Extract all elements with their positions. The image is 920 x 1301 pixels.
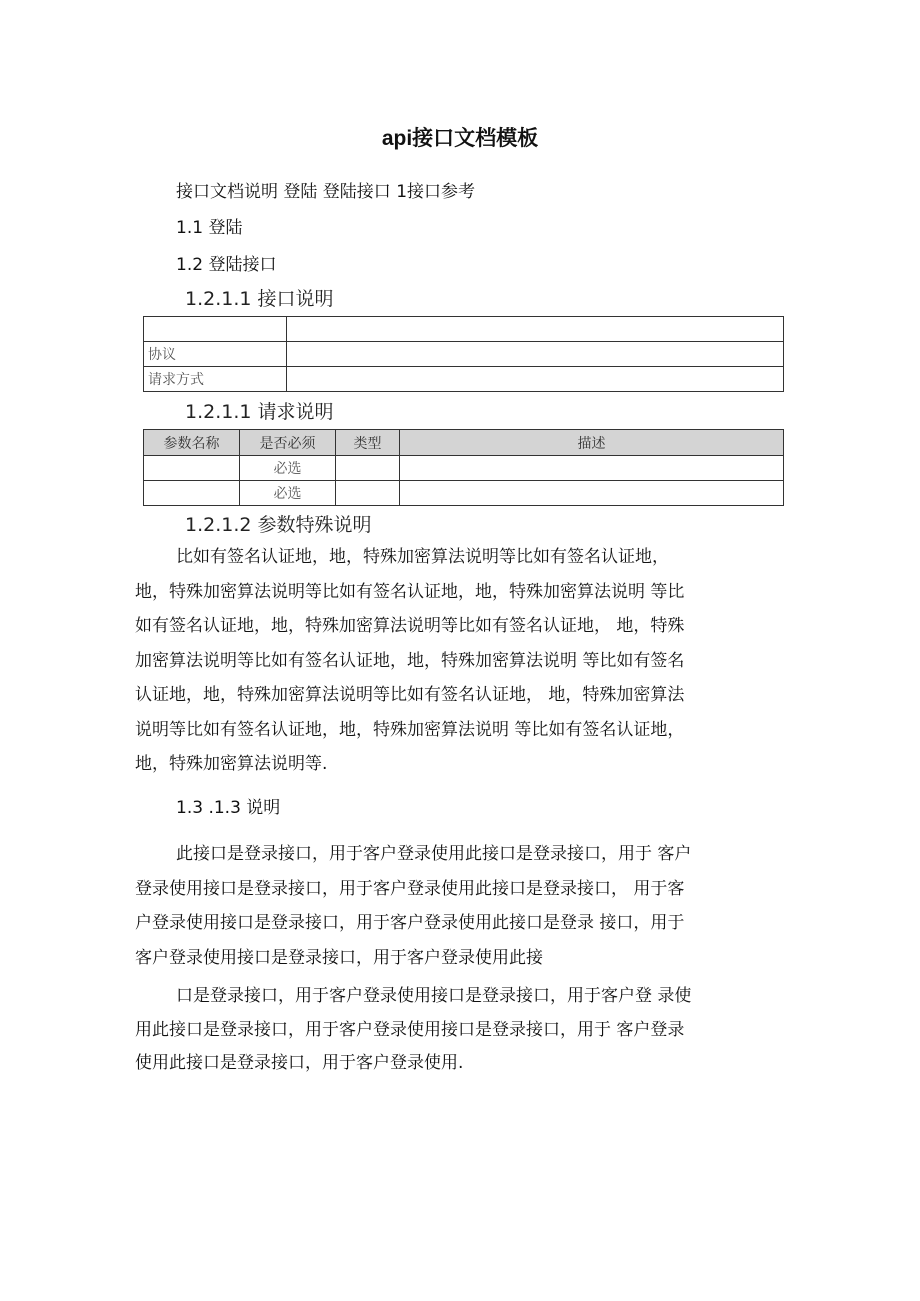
section-1-1: 1.1 登陆	[176, 218, 243, 238]
table-cell-label	[144, 317, 287, 342]
paragraph-line: 比如有签名认证地，地，特殊加密算法说明等比如有签名认证地，	[176, 547, 669, 567]
table-cell-label: 请求方式	[144, 367, 287, 392]
interface-table	[143, 316, 784, 392]
paragraph-line: 客户登录使用接口是登录接口，用于客户登录使用此接	[135, 947, 543, 968]
description-paragraph-1	[135, 837, 787, 975]
table-cell-value	[287, 342, 784, 367]
table-row	[144, 367, 784, 392]
paragraph-line: 此接口是登录接口，用于客户登录使用此接口是登录接口，用于 客户	[176, 844, 692, 864]
table-cell-value	[287, 367, 784, 392]
request-table	[143, 429, 784, 506]
heading-request-desc: 1.2.1.1 请求说明	[185, 401, 334, 423]
paragraph-line: 用此接口是登录接口，用于客户登录使用接口是登录接口，用于 客户登录	[135, 1019, 685, 1040]
column-header: 参数名称	[144, 430, 240, 456]
paragraph-line: 地，特殊加密算法说明等比如有签名认证地，地，特殊加密算法说明 等比	[135, 581, 685, 602]
description-paragraph-2	[135, 980, 787, 1081]
column-header: 描述	[400, 430, 784, 456]
paragraph-line: 说明等比如有签名认证地，地，特殊加密算法说明 等比如有签名认证地，	[135, 719, 685, 740]
table-cell: 必选	[240, 481, 336, 506]
table-cell	[400, 456, 784, 481]
heading-special-params: 1.2.1.2 参数特殊说明	[185, 514, 372, 536]
toc-line: 接口文档说明 登陆 登陆接口 1接口参考	[176, 182, 476, 202]
paragraph-line: 使用此接口是登录接口，用于客户登录使用.	[135, 1053, 464, 1073]
paragraph-line: 口是登录接口，用于客户登录使用接口是登录接口，用于客户登 录使	[176, 986, 692, 1006]
table-row	[144, 317, 784, 342]
table-cell	[400, 481, 784, 506]
paragraph-line: 户登录使用接口是登录接口，用于客户登录使用此接口是登录 接口，用于	[135, 913, 685, 933]
table-row	[144, 456, 784, 481]
column-header: 类型	[336, 430, 400, 456]
table-cell	[336, 481, 400, 506]
table-cell	[336, 456, 400, 481]
paragraph-line: 地，特殊加密算法说明等.	[135, 754, 328, 774]
section-1-3: 1.3 .1.3 说明	[176, 798, 281, 818]
table-cell: 必选	[240, 456, 336, 481]
table-row	[144, 481, 784, 506]
table-row	[144, 342, 784, 367]
special-params-paragraph	[135, 540, 787, 782]
table-cell	[144, 481, 240, 506]
column-header: 是否必须	[240, 430, 336, 456]
table-header-row	[144, 430, 784, 456]
paragraph-line: 如有签名认证地，地，特殊加密算法说明等比如有签名认证地， 地，特殊	[135, 616, 685, 636]
paragraph-line: 认证地，地，特殊加密算法说明等比如有签名认证地， 地，特殊加密算法	[135, 685, 685, 705]
paragraph-line: 加密算法说明等比如有签名认证地，地，特殊加密算法说明 等比如有签名	[135, 650, 685, 671]
table-cell	[144, 456, 240, 481]
heading-interface-desc: 1.2.1.1 接口说明	[185, 288, 334, 310]
page-title: api接口文档模板	[381, 127, 539, 150]
table-cell-value	[287, 317, 784, 342]
section-1-2: 1.2 登陆接口	[176, 255, 277, 275]
paragraph-line: 登录使用接口是登录接口，用于客户登录使用此接口是登录接口， 用于客	[135, 878, 685, 899]
table-cell-label: 协议	[144, 342, 287, 367]
